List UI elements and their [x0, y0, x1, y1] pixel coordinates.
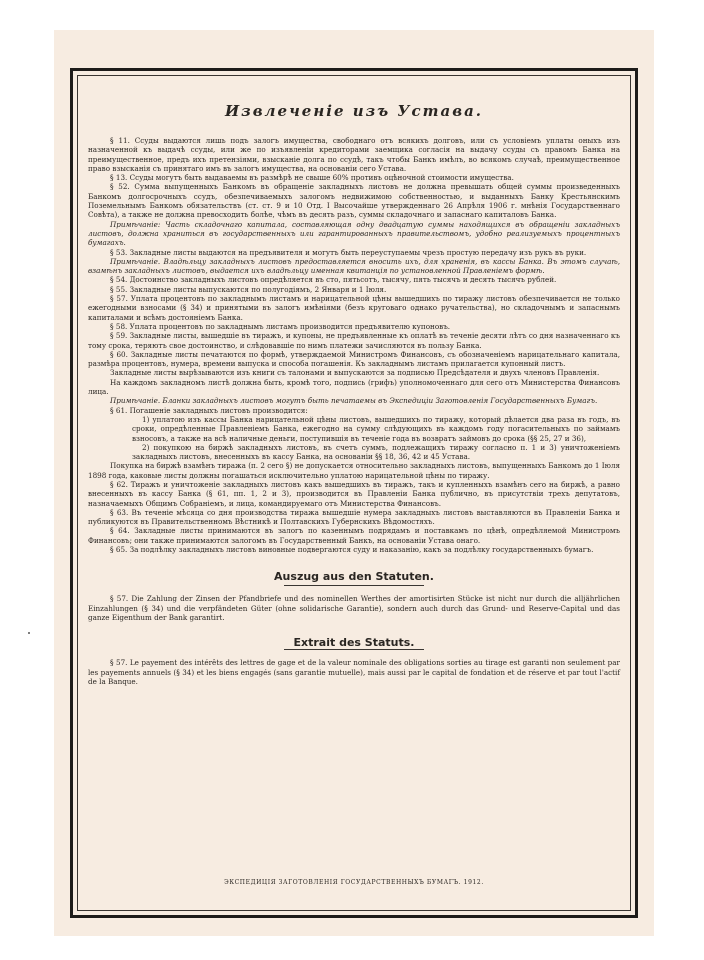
- paragraph-62: § 62. Тиражъ и уничтоженіе закладныхъ листовъ какъ вышедшихъ въ тиражъ, такъ и купленныхъ взамѣнъ сего на биржѣ, а равно внесенныхъ въ кассу Банка (§ 61, пп. 1, 2 и 3), производится въ Правленіи Банка публично, въ присутствіи трехъ депутатовъ, назначаемыхъ Общимъ Собраніемъ, и лица, командируемаго отъ Министерства Финансовъ.: [88, 479, 620, 508]
- divider: [284, 585, 424, 586]
- paragraph-58: § 58. Уплата процентовъ по закладнымъ листамъ производится предъявителю купоновъ.: [110, 321, 451, 331]
- paragraph-61-item-1: 1) уплатою изъ кассы Банка нарицательной цѣны листовъ, вышедшихъ по тиражу, который дѣлается два раза въ годъ, въ сроки, опредѣленные Правленіемъ Банка, ежегодно на сумму слѣдующихъ въ каждомъ году погасительныхъ по займамъ взносовъ, а также на всѣ наличные деньги, поступившія въ теченіе года въ возвратъ займовъ до срока (§§ 25, 27 и 36),: [132, 414, 620, 443]
- paragraph-57: § 57. Уплата процентовъ по закладнымъ листамъ и нарицательной цѣны вышедшихъ по тиражу листовъ обезпечивается не только ежегодными взносами (§ 34) и принятыми въ залогъ имѣніями (безъ круговаго однако ручательства), но складочнымъ и запаснымъ капиталами и всѣмъ достояніемъ Банка.: [88, 294, 620, 322]
- divider: [284, 649, 424, 650]
- border-frame: [70, 68, 638, 918]
- paragraph-61-b: Покупка на биржѣ взамѣнъ тиража (п. 2 сего §) не допускается относительно закладныхъ листовъ, выпущенныхъ Банкомъ до 1 Іюля 1898 года, каковые листы должны погашаться исключительно уплатою нарицательной цѣны по тиражу.: [88, 461, 620, 480]
- paragraph-65: § 65. За подлѣлку закладныхъ листовъ виновные подвергаются суду и наказанію, какъ за подлѣлку государственныхъ бумагъ.: [110, 545, 594, 555]
- paragraph-french: § 57. Le payement des intérêts des lettres de gage et de la valeur nominale des obligations sorties au tirage est garanti non seulement par les payements annuels (§ 34) et les biens engagés (sans garantie mutuelle), mais aussi par le capital de fondation et de réserve et par tout l'actif de la Banque.: [88, 658, 620, 686]
- note-1: Примѣчаніе: Часть складочнаго капитала, составляющая одну двадцатую суммы находящихся въ обращеніи закладныхъ листовъ, должна храниться въ государственныхъ или гарантированныхъ правительствомъ, удобно реализуемыхъ процентныхъ бумагахъ.: [88, 219, 620, 248]
- title-russian: Извлеченіе изъ Устава.: [224, 102, 484, 120]
- paragraph-54: § 54. Достоинство закладныхъ листовъ опредѣляется въ сто, пятьсотъ, тысячу, пять тысячъ и десять тысячъ рублей.: [110, 275, 557, 285]
- note-3: Примѣчаніе. Бланки закладныхъ листовъ могутъ быть печатаемы въ Экспедиціи Заготовленія Государственныхъ Бумагъ.: [110, 396, 598, 406]
- paragraph-63: § 63. Въ теченіе мѣсяца со дня производства тиража вышедшіе нумера закладныхъ листовъ выставляются въ Правленіи Банка и публикуются въ Правительственномъ Вѣстникѣ и Полтавскихъ Губернскихъ Вѣдомостяхъ.: [88, 507, 620, 527]
- title-german: Auszug aus den Statuten.: [274, 570, 434, 584]
- document-sheet: [54, 30, 654, 936]
- paragraph-13: § 13. Ссуды могутъ быть выдаваемы въ размѣрѣ не свыше 60% противъ оцѣночной стоимости имущества.: [110, 173, 514, 183]
- printer-imprint: ЭКСПЕДИЦІЯ ЗАГОТОВЛЕНІЯ ГОСУДАРСТВЕННЫХЪ БУМАГЪ. 1912.: [224, 879, 484, 886]
- paragraph-64: § 64. Закладные листы принимаются въ залогъ по казеннымъ подрядамъ и поставкамъ по цѣнѣ, опредѣляемой Министромъ Финансовъ; они также принимаются залогомъ въ Государственный Банкъ, на основаніи Устава онаго.: [88, 526, 620, 545]
- paragraph-53: § 53. Закладные листы выдаются на предъявителя и могутъ быть переуступаемы чрезъ простую передачу изъ рукъ въ руки.: [110, 247, 587, 257]
- statute-extract: [88, 102, 620, 890]
- note-2: Примѣчаніе. Владѣльцу закладныхъ листовъ предоставляется вносить ихъ, для храненія, въ кассы Банка. Въ этомъ случаѣ, взамѣнъ закладныхъ листовъ, выдается ихъ владѣльцу именная квитанція по установленной Правленіемъ формѣ.: [88, 256, 620, 276]
- paragraph-60-c: На каждомъ закладномъ листѣ должна быть, кромѣ того, подпись (грифъ) уполномоченнаго для сего отъ Министерства Финансовъ лица.: [88, 377, 620, 397]
- paragraph-52: § 52. Сумма выпущенныхъ Банкомъ въ обращеніе закладныхъ листовъ не должна превышать общей суммы произведенныхъ Банкомъ долгосрочныхъ ссудъ, обезпечиваемыхъ залогомъ недвижимою собственностью, и выданныхъ Банку Крестьянскимъ Поземельнымъ Банкомъ обязательствъ (ст. ст. 9 и 10 Отд. I Высочайше утвержденнаго 26 Апрѣля 1906 г. мнѣнія Государственнаго Совѣта), а также не должна превосходить болѣе, чѣмъ въ десять разъ, суммы складочнаго и запаснаго капиталовъ Банка.: [88, 182, 620, 220]
- paragraph-61: § 61. Погашеніе закладныхъ листовъ производится:: [110, 405, 308, 415]
- inner-border: [77, 75, 631, 911]
- margin-speck: [28, 632, 30, 634]
- paragraph-german: § 57. Die Zahlung der Zinsen der Pfandbriefe und des nominellen Werthes der amortisirten Stücke ist nicht nur durch die alljährlichen Einzahlungen (§ 34) und die verpfändeten Güter (ohne solidarische Garantie), sondern auch durch das Grund- und Reserve-Capital und das ganze Eigenthum der Bank garantirt.: [88, 594, 620, 622]
- paragraph-60-b: Закладные листы вырѣзываются изъ книги съ талонами и выпускаются за подписью Предсѣдателя и двухъ членовъ Правленія.: [110, 368, 600, 378]
- paragraph-59: § 59. Закладные листы, вышедшіе въ тиражъ, и купоны, не предъявленные къ оплатѣ въ теченіе десяти лѣтъ со дня назначеннаго къ тому срока, теряютъ свое достоинство, и слѣдовавшіе по нимъ платежи зачисляются въ пользу Банка.: [88, 331, 620, 350]
- paragraph-60: § 60. Закладные листы печатаются по формѣ, утверждаемой Министромъ Финансовъ, съ обозначеніемъ нарицательнаго капитала, размѣра процентовъ, нумера, времени выпуска и способа погашенія. Къ закладнымъ листамъ прилагается купонный листъ.: [88, 349, 620, 369]
- paragraph-61-item-2: 2) покупкою на биржѣ закладныхъ листовъ, въ счетъ суммъ, подлежащихъ тиражу согласно п. 1 и 3) уничтоженіемъ закладныхъ листовъ, внесенныхъ въ кассу Банка, на основаніи §§ 18, 36, 42 и 45 Устава.: [132, 442, 620, 462]
- paragraph-11: § 11. Ссуды выдаются лишь подъ залогъ имущества, свободнаго отъ всякихъ долговъ, или съ условіемъ уплаты оныхъ изъ назначенной къ выдачѣ ссуды, или же по изъявленіи кредиторами заемщика согласія на выдачу ссуды съ правомъ Банка на преимущественное, предъ ихъ претензіями, взысканіе долга по ссудѣ, такъ чтобы Банкъ имѣлъ, во всякомъ случаѣ, преимущественное право взысканія съ принятаго имъ въ залогъ имущества, на основаніи сего Устава.: [88, 136, 620, 173]
- paragraph-55: § 55. Закладные листы выпускаются по полугодіямъ, 2 Января и 1 Іюля.: [110, 284, 387, 294]
- title-french: Extrait des Statuts.: [293, 636, 415, 650]
